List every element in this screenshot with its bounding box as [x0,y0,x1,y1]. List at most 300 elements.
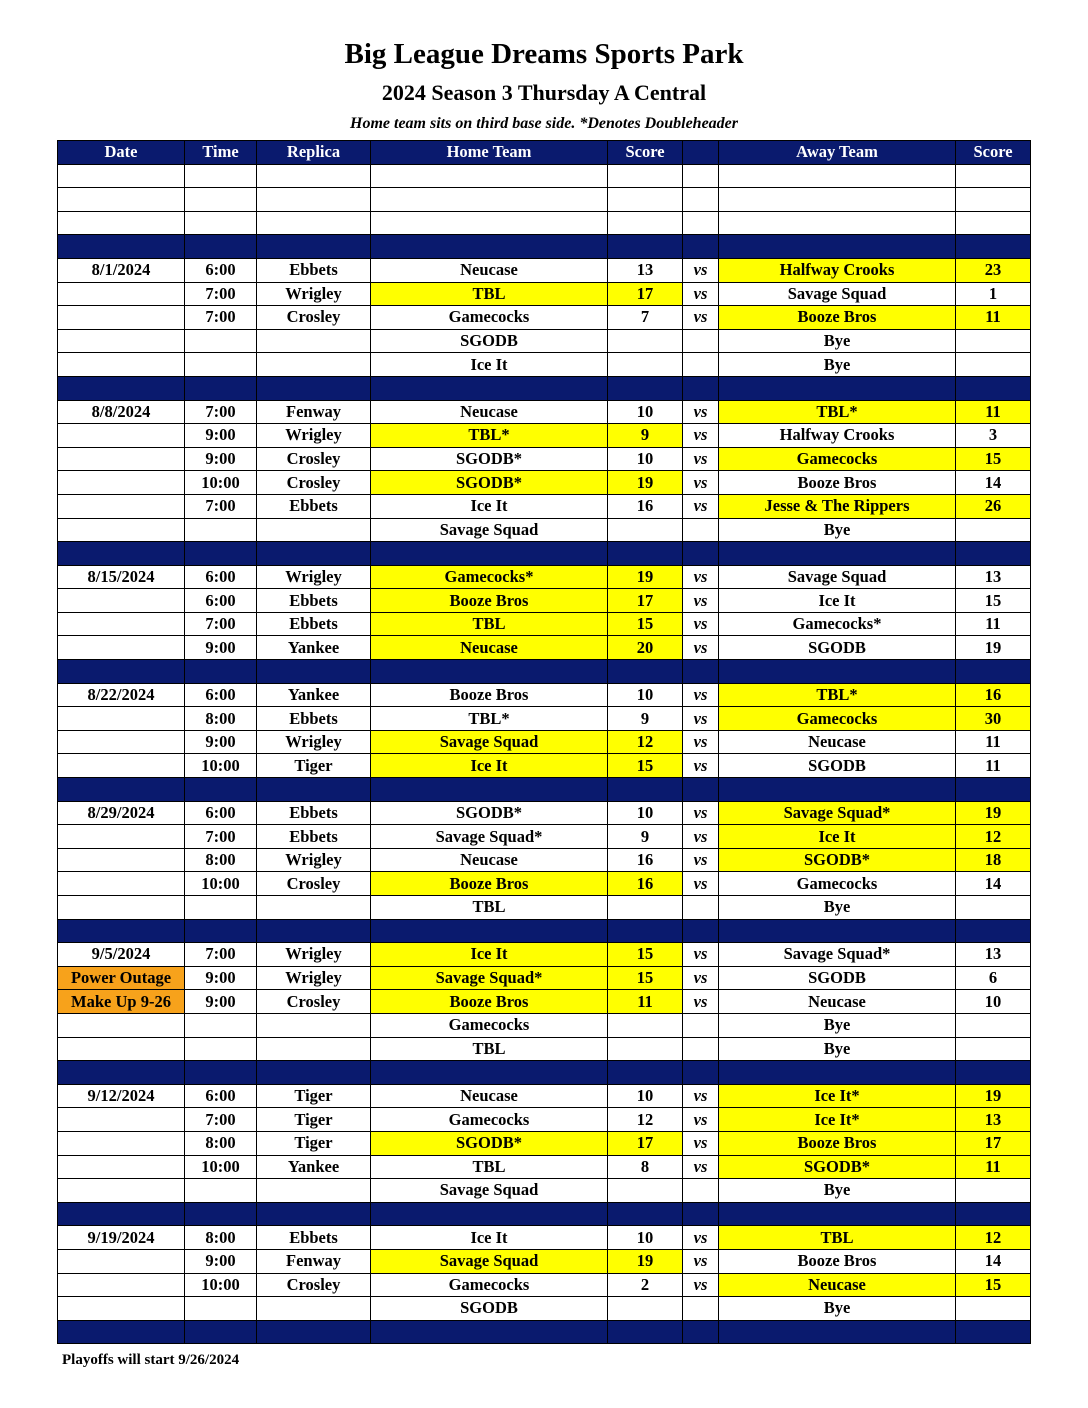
time-cell [185,660,257,684]
vs-cell [683,329,719,353]
home-score-cell: 19 [608,565,683,589]
date-cell [58,636,185,660]
table-row [58,872,1031,896]
replica-cell: Tiger [257,1084,371,1108]
vs-cell [683,1202,719,1226]
home-team-cell: SGODB* [371,471,608,495]
time-cell [185,896,257,920]
time-cell: 10:00 [185,1155,257,1179]
week-separator-row [58,1061,1031,1085]
home-team-cell: Booze Bros [371,683,608,707]
away-score-cell: 19 [956,801,1031,825]
time-cell: 7:00 [185,1108,257,1132]
home-score-cell: 15 [608,943,683,967]
date-cell [58,848,185,872]
away-score-cell [956,1320,1031,1344]
date-cell: 8/1/2024 [58,258,185,282]
time-cell: 7:00 [185,282,257,306]
away-team-cell: Bye [719,353,956,377]
home-score-cell: 17 [608,1131,683,1155]
vs-cell: vs [683,1273,719,1297]
time-cell: 9:00 [185,1249,257,1273]
date-cell [58,660,185,684]
vs-cell: vs [683,683,719,707]
away-score-cell [956,188,1031,212]
table-row [58,589,1031,613]
date-cell [58,211,185,235]
home-team-cell: TBL [371,1037,608,1061]
home-score-cell [608,164,683,188]
home-team-cell: SGODB* [371,1131,608,1155]
away-score-cell: 13 [956,565,1031,589]
replica-cell [257,660,371,684]
blank-row [58,188,1031,212]
vs-cell: vs [683,707,719,731]
blank-row [58,211,1031,235]
time-cell [185,1297,257,1321]
home-score-cell: 7 [608,306,683,330]
replica-cell: Ebbets [257,494,371,518]
away-team-cell [719,1320,956,1344]
replica-cell [257,376,371,400]
time-cell: 9:00 [185,447,257,471]
home-score-cell: 10 [608,801,683,825]
home-score-cell [608,542,683,566]
away-team-cell: Ice It [719,589,956,613]
date-cell [58,919,185,943]
away-team-cell [719,1061,956,1085]
replica-cell: Ebbets [257,612,371,636]
home-team-cell: SGODB* [371,447,608,471]
away-team-cell: Bye [719,1179,956,1203]
blank-row [58,164,1031,188]
home-score-cell [608,1037,683,1061]
replica-cell [257,1320,371,1344]
home-team-cell: Gamecocks [371,1273,608,1297]
time-cell [185,211,257,235]
column-header-time: Time [185,141,257,165]
time-cell: 6:00 [185,801,257,825]
vs-cell [683,1037,719,1061]
vs-cell [683,164,719,188]
date-cell [58,329,185,353]
vs-cell [683,235,719,259]
away-team-cell [719,376,956,400]
date-cell [58,1249,185,1273]
table-row [58,1297,1031,1321]
away-score-cell: 12 [956,1226,1031,1250]
date-cell [58,353,185,377]
time-cell [185,329,257,353]
date-cell [58,825,185,849]
table-row [58,1013,1031,1037]
away-team-cell: Ice It* [719,1084,956,1108]
home-score-cell: 17 [608,282,683,306]
away-team-cell [719,778,956,802]
away-score-cell [956,1297,1031,1321]
date-cell [58,518,185,542]
vs-cell [683,518,719,542]
home-team-cell [371,1320,608,1344]
away-score-cell: 12 [956,825,1031,849]
time-cell: 6:00 [185,565,257,589]
replica-cell [257,235,371,259]
replica-cell: Tiger [257,754,371,778]
home-team-cell: Neucase [371,848,608,872]
date-cell [58,494,185,518]
away-score-cell [956,329,1031,353]
home-team-cell [371,542,608,566]
table-row [58,966,1031,990]
date-cell [58,164,185,188]
vs-cell: vs [683,1249,719,1273]
date-cell [58,542,185,566]
time-cell [185,376,257,400]
home-team-cell: SGODB [371,1297,608,1321]
home-score-cell: 2 [608,1273,683,1297]
table-row [58,943,1031,967]
away-score-cell: 13 [956,1108,1031,1132]
away-team-cell: Jesse & The Rippers [719,494,956,518]
away-score-cell: 15 [956,1273,1031,1297]
time-cell: 7:00 [185,943,257,967]
away-score-cell [956,1202,1031,1226]
time-cell: 7:00 [185,400,257,424]
time-cell: 10:00 [185,1273,257,1297]
date-cell [58,235,185,259]
date-cell [58,424,185,448]
vs-cell: vs [683,447,719,471]
replica-cell [257,1061,371,1085]
table-row [58,754,1031,778]
week-separator-row [58,1202,1031,1226]
time-cell [185,1037,257,1061]
week-separator-row [58,235,1031,259]
date-cell [58,1202,185,1226]
date-cell [58,1013,185,1037]
home-score-cell: 16 [608,872,683,896]
time-cell: 6:00 [185,258,257,282]
away-team-cell: SGODB [719,754,956,778]
home-score-cell: 9 [608,424,683,448]
time-cell: 7:00 [185,612,257,636]
home-team-cell: SGODB [371,329,608,353]
home-team-cell: Savage Squad* [371,966,608,990]
home-score-cell: 19 [608,471,683,495]
away-team-cell: SGODB [719,966,956,990]
date-cell [58,376,185,400]
home-team-cell: Savage Squad* [371,825,608,849]
replica-cell: Wrigley [257,966,371,990]
home-score-cell [608,896,683,920]
replica-cell [257,1037,371,1061]
away-team-cell [719,542,956,566]
home-score-cell: 16 [608,848,683,872]
replica-cell [257,1202,371,1226]
replica-cell: Tiger [257,1131,371,1155]
away-team-cell [719,164,956,188]
time-cell: 7:00 [185,306,257,330]
date-cell [58,188,185,212]
replica-cell: Ebbets [257,258,371,282]
table-row [58,258,1031,282]
vs-cell: vs [683,943,719,967]
home-team-cell: Booze Bros [371,990,608,1014]
home-score-cell [608,329,683,353]
date-cell: 9/12/2024 [58,1084,185,1108]
time-cell [185,188,257,212]
home-team-cell: TBL [371,612,608,636]
replica-cell [257,1179,371,1203]
vs-cell: vs [683,801,719,825]
column-header-replica: Replica [257,141,371,165]
time-cell [185,1320,257,1344]
home-team-cell: TBL [371,1155,608,1179]
away-score-cell: 11 [956,1155,1031,1179]
schedule-body [58,164,1031,1344]
time-cell [185,542,257,566]
time-cell: 6:00 [185,1084,257,1108]
vs-cell: vs [683,471,719,495]
date-cell [58,896,185,920]
vs-cell [683,1013,719,1037]
away-score-cell: 17 [956,1131,1031,1155]
replica-cell [257,919,371,943]
time-cell: 10:00 [185,754,257,778]
replica-cell [257,542,371,566]
replica-cell: Ebbets [257,801,371,825]
vs-cell [683,353,719,377]
away-team-cell: Savage Squad [719,565,956,589]
away-team-cell: Neucase [719,990,956,1014]
vs-cell [683,376,719,400]
replica-cell: Wrigley [257,282,371,306]
away-team-cell: Booze Bros [719,1131,956,1155]
date-cell [58,447,185,471]
away-team-cell: Ice It* [719,1108,956,1132]
date-cell: Make Up 9-26 [58,990,185,1014]
away-team-cell [719,660,956,684]
date-cell [58,778,185,802]
away-score-cell: 3 [956,424,1031,448]
away-score-cell: 15 [956,589,1031,613]
away-score-cell [956,1037,1031,1061]
away-team-cell: Bye [719,1013,956,1037]
time-cell [185,518,257,542]
away-team-cell: Savage Squad* [719,801,956,825]
away-score-cell: 14 [956,1249,1031,1273]
away-score-cell [956,518,1031,542]
table-row [58,447,1031,471]
away-team-cell: Halfway Crooks [719,258,956,282]
replica-cell: Crosley [257,447,371,471]
vs-cell [683,188,719,212]
home-team-cell: Neucase [371,1084,608,1108]
home-score-cell [608,353,683,377]
home-team-cell [371,376,608,400]
away-team-cell: TBL* [719,683,956,707]
away-team-cell: Gamecocks [719,872,956,896]
week-separator-row [58,376,1031,400]
home-score-cell: 15 [608,612,683,636]
replica-cell: Fenway [257,400,371,424]
column-header-home-score: Score [608,141,683,165]
home-score-cell: 9 [608,707,683,731]
replica-cell: Crosley [257,990,371,1014]
replica-cell [257,211,371,235]
replica-cell: Crosley [257,1273,371,1297]
home-score-cell: 19 [608,1249,683,1273]
date-cell [58,1061,185,1085]
replica-cell: Tiger [257,1108,371,1132]
away-score-cell [956,778,1031,802]
table-row [58,353,1031,377]
away-team-cell: Neucase [719,730,956,754]
replica-cell: Wrigley [257,848,371,872]
time-cell: 10:00 [185,872,257,896]
home-score-cell: 17 [608,589,683,613]
date-cell [58,306,185,330]
date-cell [58,707,185,731]
vs-cell: vs [683,966,719,990]
replica-cell: Crosley [257,471,371,495]
time-cell: 8:00 [185,707,257,731]
vs-cell: vs [683,424,719,448]
page-subtitle: 2024 Season 3 Thursday A Central [381,80,707,105]
vs-cell [683,778,719,802]
column-header-away-score: Score [956,141,1031,165]
vs-cell: vs [683,1131,719,1155]
home-team-cell: Gamecocks* [371,565,608,589]
column-header-date: Date [58,141,185,165]
away-team-cell: Bye [719,329,956,353]
home-team-cell [371,778,608,802]
table-row [58,1084,1031,1108]
vs-cell: vs [683,1108,719,1132]
home-team-cell: Ice It [371,754,608,778]
table-row [58,282,1031,306]
replica-cell: Ebbets [257,589,371,613]
away-score-cell: 11 [956,612,1031,636]
away-score-cell: 26 [956,494,1031,518]
away-score-cell: 1 [956,282,1031,306]
vs-cell: vs [683,990,719,1014]
home-team-cell: Neucase [371,636,608,660]
table-row [58,329,1031,353]
time-cell: 9:00 [185,966,257,990]
replica-cell: Wrigley [257,565,371,589]
table-row [58,494,1031,518]
away-score-cell: 10 [956,990,1031,1014]
away-team-cell [719,188,956,212]
replica-cell [257,518,371,542]
time-cell: 6:00 [185,589,257,613]
time-cell: 8:00 [185,848,257,872]
home-team-cell: Ice It [371,353,608,377]
away-score-cell: 18 [956,848,1031,872]
time-cell: 8:00 [185,1131,257,1155]
vs-cell: vs [683,1084,719,1108]
home-team-cell: Ice It [371,1226,608,1250]
away-team-cell: TBL [719,1226,956,1250]
replica-cell [257,778,371,802]
vs-cell: vs [683,494,719,518]
away-team-cell: SGODB* [719,1155,956,1179]
table-row [58,471,1031,495]
home-score-cell [608,211,683,235]
table-row [58,1131,1031,1155]
home-team-cell: Gamecocks [371,306,608,330]
table-row [58,1249,1031,1273]
replica-cell: Wrigley [257,943,371,967]
page-title: Big League Dreams Sports Park [344,38,744,70]
table-row [58,1155,1031,1179]
table-row [58,400,1031,424]
home-score-cell: 10 [608,400,683,424]
home-score-cell [608,1202,683,1226]
home-team-cell: Neucase [371,258,608,282]
vs-cell: vs [683,612,719,636]
table-header-row [58,141,1031,165]
date-cell [58,1320,185,1344]
home-team-cell: Neucase [371,400,608,424]
table-row [58,424,1031,448]
away-team-cell [719,1202,956,1226]
vs-cell [683,211,719,235]
date-cell: Power Outage [58,966,185,990]
home-score-cell: 15 [608,966,683,990]
away-team-cell: Bye [719,1037,956,1061]
replica-cell: Yankee [257,1155,371,1179]
table-row [58,1273,1031,1297]
vs-cell [683,896,719,920]
home-team-cell: Savage Squad [371,1249,608,1273]
vs-cell [683,1179,719,1203]
home-team-cell: Savage Squad [371,1179,608,1203]
replica-cell [257,896,371,920]
away-score-cell: 30 [956,707,1031,731]
away-team-cell: Savage Squad [719,282,956,306]
date-cell [58,471,185,495]
date-cell [58,1273,185,1297]
away-score-cell: 11 [956,754,1031,778]
away-score-cell [956,919,1031,943]
vs-cell: vs [683,636,719,660]
home-team-cell: Ice It [371,494,608,518]
table-row [58,636,1031,660]
vs-cell [683,542,719,566]
away-team-cell: SGODB* [719,848,956,872]
home-score-cell [608,1179,683,1203]
time-cell [185,1061,257,1085]
table-row [58,896,1031,920]
date-cell [58,1037,185,1061]
home-team-cell [371,188,608,212]
home-team-cell: Savage Squad [371,518,608,542]
date-cell [58,872,185,896]
table-row [58,1226,1031,1250]
vs-cell: vs [683,1226,719,1250]
time-cell: 7:00 [185,494,257,518]
away-score-cell: 11 [956,306,1031,330]
date-cell: 8/29/2024 [58,801,185,825]
replica-cell: Ebbets [257,825,371,849]
footer-note: Playoffs will start 9/26/2024 [62,1352,240,1368]
away-team-cell: SGODB [719,636,956,660]
away-score-cell [956,211,1031,235]
away-score-cell: 11 [956,730,1031,754]
away-team-cell: Ice It [719,825,956,849]
